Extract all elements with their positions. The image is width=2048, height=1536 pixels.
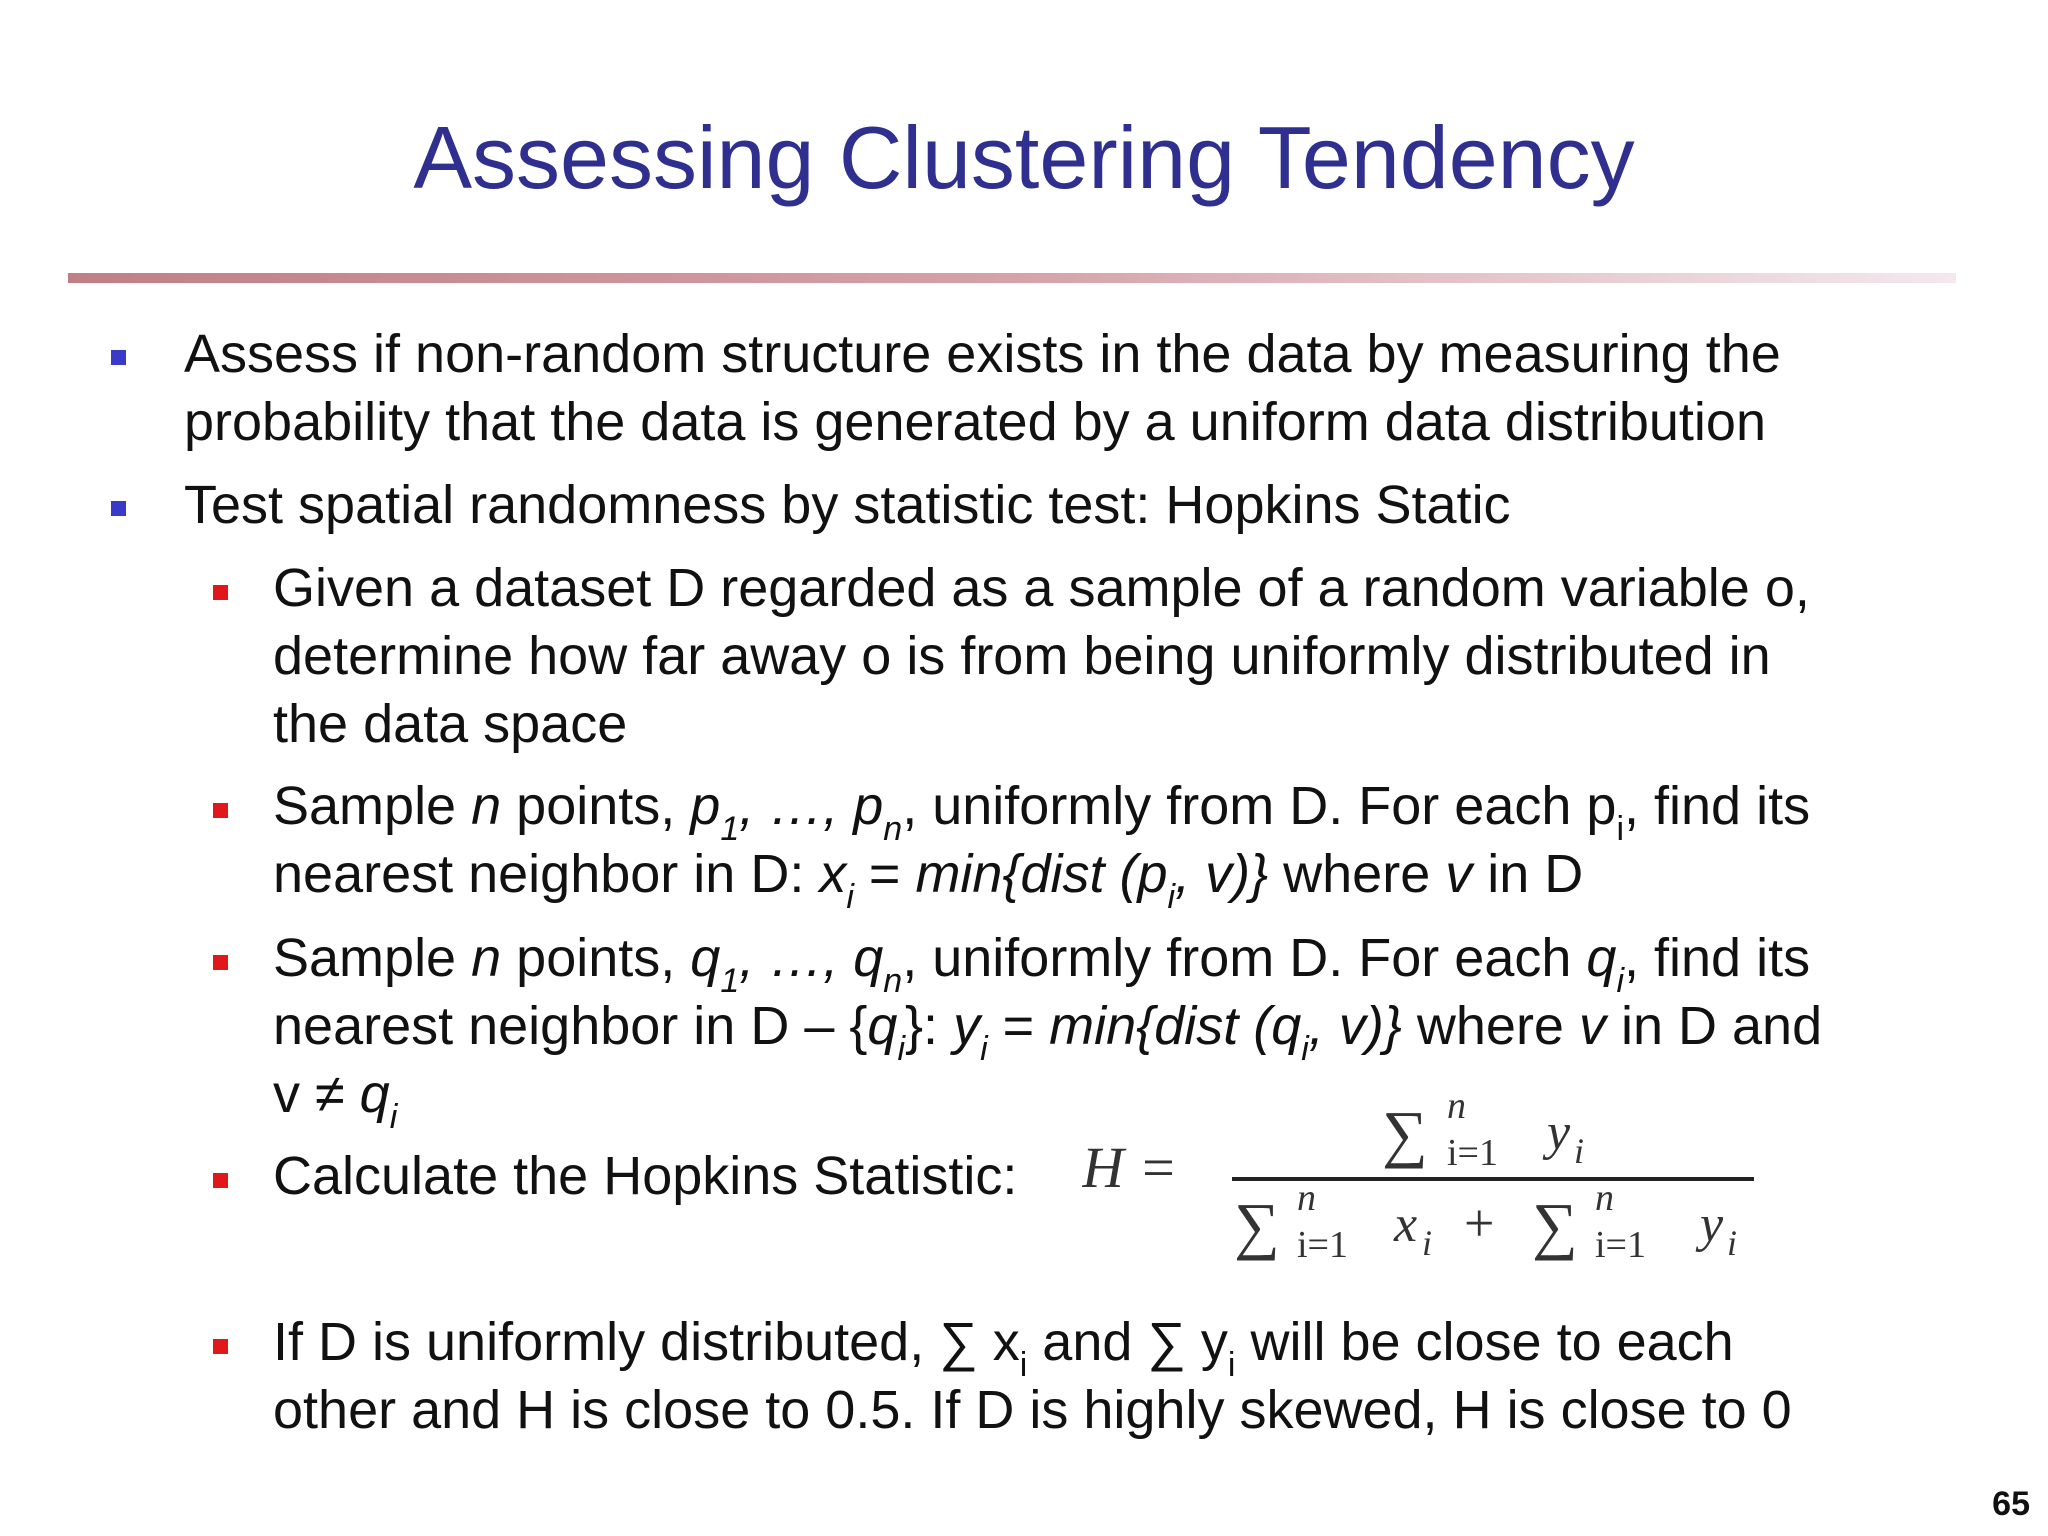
formula-sub: i — [1422, 1223, 1433, 1263]
square-bullet-icon — [213, 585, 228, 600]
formula-plus: + — [1464, 1193, 1495, 1253]
sum-lower-limit: i=1 — [1297, 1224, 1348, 1266]
bullet-text — [184, 320, 1781, 456]
bullet-line: the data space — [273, 694, 628, 754]
page-number: 65 — [1992, 1485, 2030, 1523]
hopkins-formula — [1082, 1085, 1762, 1280]
bullet-line: probability that the data is generated by a uniform data distribution — [184, 392, 1766, 452]
sum-upper-limit: n — [1297, 1177, 1316, 1219]
sum-symbol: ∑ — [1532, 1190, 1578, 1261]
bullet-line: nearest neighbor in D: $x_i$ = min{dist ($p_i$, v)} where v in D — [273, 844, 1584, 916]
square-bullet-icon — [111, 350, 126, 365]
square-bullet-icon — [111, 501, 126, 516]
bullet-line: Assess if non-random structure exists in the data by measuring the — [184, 324, 1781, 384]
sum-symbol: ∑ — [1234, 1190, 1280, 1261]
formula-var: y — [1700, 1196, 1724, 1253]
bullet-line: Sample n points, $q_1$, …, $q_n$, uniformly from D. For each $q_i$, find its — [273, 928, 1811, 1000]
sum-lower-limit: i=1 — [1595, 1224, 1646, 1266]
bullet-line: Given a dataset D regarded as a sample of a random variable o, — [273, 558, 1810, 618]
bullet-line: determine how far away o is from being uniformly distributed in — [273, 626, 1771, 686]
bullet-line: $v \ne q_i$ — [273, 1064, 398, 1136]
formula-sub: i — [1574, 1131, 1585, 1171]
slide-title: Assessing Clustering Tendency — [413, 108, 1635, 207]
formula-sub: i — [1727, 1223, 1738, 1263]
bullet-text — [184, 471, 1511, 539]
bullet-text — [273, 772, 1811, 916]
bullet-text — [273, 1308, 1792, 1444]
hopkins-formula-svg — [1082, 1085, 1762, 1275]
square-bullet-icon — [213, 1339, 228, 1354]
formula-var: y — [1547, 1104, 1571, 1161]
bullet-line: Sample n points, $p_1$, …, $p_n$, uniformly from D. For each $p_i$, find its — [273, 776, 1811, 848]
square-bullet-icon — [213, 1173, 228, 1188]
hopkins-label: Calculate the Hopkins Statistic: — [273, 1146, 1018, 1206]
bullet-line: other and H is close to 0.5. If D is highly skewed, H is close to 0 — [273, 1380, 1792, 1440]
sum-lower-limit: i=1 — [1447, 1132, 1498, 1174]
title-divider — [68, 273, 1956, 283]
bullet-line: nearest neighbor in D – $\{q_i\}$: $y_i$ = min{dist ($q_i$, v)} where v in D and — [273, 996, 1823, 1068]
formula-var: x — [1394, 1196, 1418, 1253]
sum-upper-limit: n — [1595, 1177, 1614, 1219]
bullet-line: Test spatial randomness by statistic test: Hopkins Static — [184, 475, 1511, 535]
square-bullet-icon — [213, 955, 228, 970]
sum-symbol: ∑ — [1382, 1098, 1428, 1169]
bullet-text — [273, 554, 1810, 758]
bullet-line: If D is uniformly distributed, ∑ $x_i$ and ∑ $y_i$ will be close to each — [273, 1312, 1734, 1384]
square-bullet-icon — [213, 803, 228, 818]
formula-lhs: H = — [1082, 1135, 1178, 1200]
sum-upper-limit: n — [1447, 1085, 1466, 1127]
